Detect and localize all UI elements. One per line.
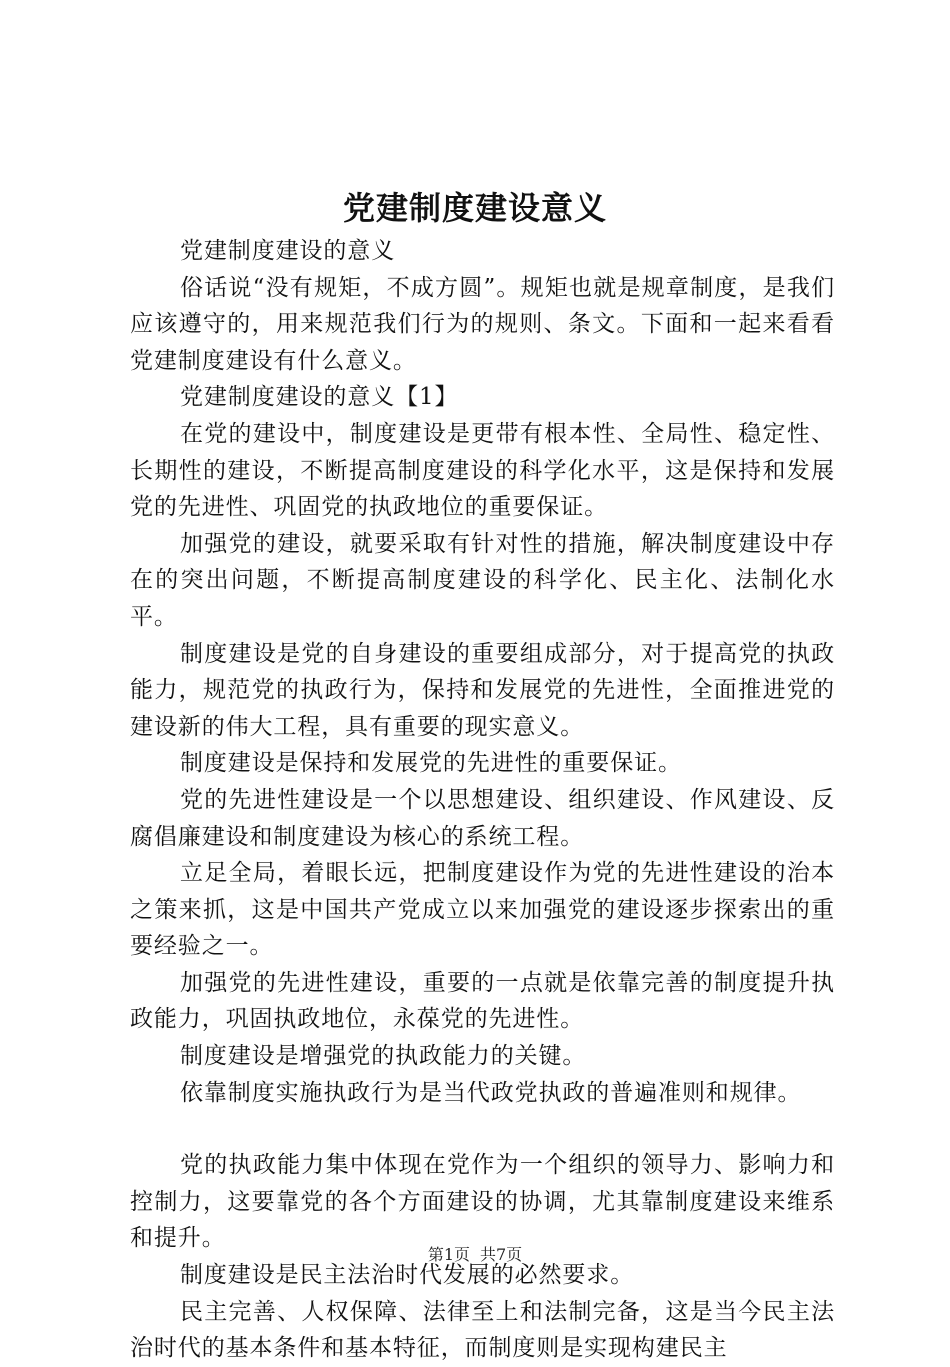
paragraph-7: 制度建设是保持和发展党的先进性的重要保证。 [180, 750, 682, 777]
document-body [130, 233, 835, 1367]
paragraph-6: 制度建设是党的自身建设的重要组成部分，对于提高党的执政能力，规范党的执政行为，保持和发展党的先进性，全面推进党的建设新的伟大工程，具有重要的现实意义。 [130, 640, 835, 740]
document-title: 党建制度建设意义 [342, 189, 607, 227]
paragraph-13: 党的执政能力集中体现在党作为一个组织的领导力、影响力和控制力，这要靠党的各个方面建设的协调，尤其靠制度建设来维系和提升。 [130, 1152, 835, 1252]
paragraph-9: 立足全局，着眼长远，把制度建设作为党的先进性建设的治本之策来抓，这是中国共产党成立以来加强党的建设逐步探索出的重要经验之一。 [130, 860, 835, 960]
page-number: 第1页 [427, 1245, 470, 1264]
page-total: 共7页 [480, 1245, 523, 1264]
paragraph-4: 在党的建设中，制度建设是更带有根本性、全局性、稳定性、长期性的建设，不断提高制度建设的科学化水平，这是保持和发展党的先进性、巩固党的执政地位的重要保证。 [130, 420, 835, 521]
paragraph-3: 党建制度建设的意义【1】 [180, 384, 459, 411]
paragraph-1: 党建制度建设的意义 [180, 238, 396, 264]
paragraph-12: 依靠制度实施执政行为是当代政党执政的普遍准则和规律。 [180, 1079, 802, 1106]
paragraph-14: 制度建设是民主法治时代发展的必然要求。 [180, 1262, 635, 1289]
paragraph-10: 加强党的先进性建设，重要的一点就是依靠完善的制度提升执政能力，巩固执政地位，永葆党的先进性。 [130, 969, 835, 1033]
paragraph-8: 党的先进性建设是一个以思想建设、组织建设、作风建设、反腐倡廉建设和制度建设为核心的系统工程。 [130, 786, 835, 850]
paragraph-5: 加强党的建设，就要采取有针对性的措施，解决制度建设中存在的突出问题，不断提高制度建设的科学化、民主化、法制化水平。 [130, 530, 835, 630]
page-footer [0, 1244, 950, 1266]
paragraph-2: 俗话说“没有规矩，不成方圆”。规矩也就是规章制度，是我们应该遵守的，用来规范我们行为的规则、条文。下面和一起来看看党建制度建设有什么意义。 [130, 274, 835, 374]
paragraph-15: 民主完善、人权保障、法律至上和法制完备，这是当今民主法治时代的基本条件和基本特征，而制度则是实现构建民主 [130, 1298, 835, 1362]
paragraph-11: 制度建设是增强党的执政能力的关键。 [180, 1043, 587, 1070]
